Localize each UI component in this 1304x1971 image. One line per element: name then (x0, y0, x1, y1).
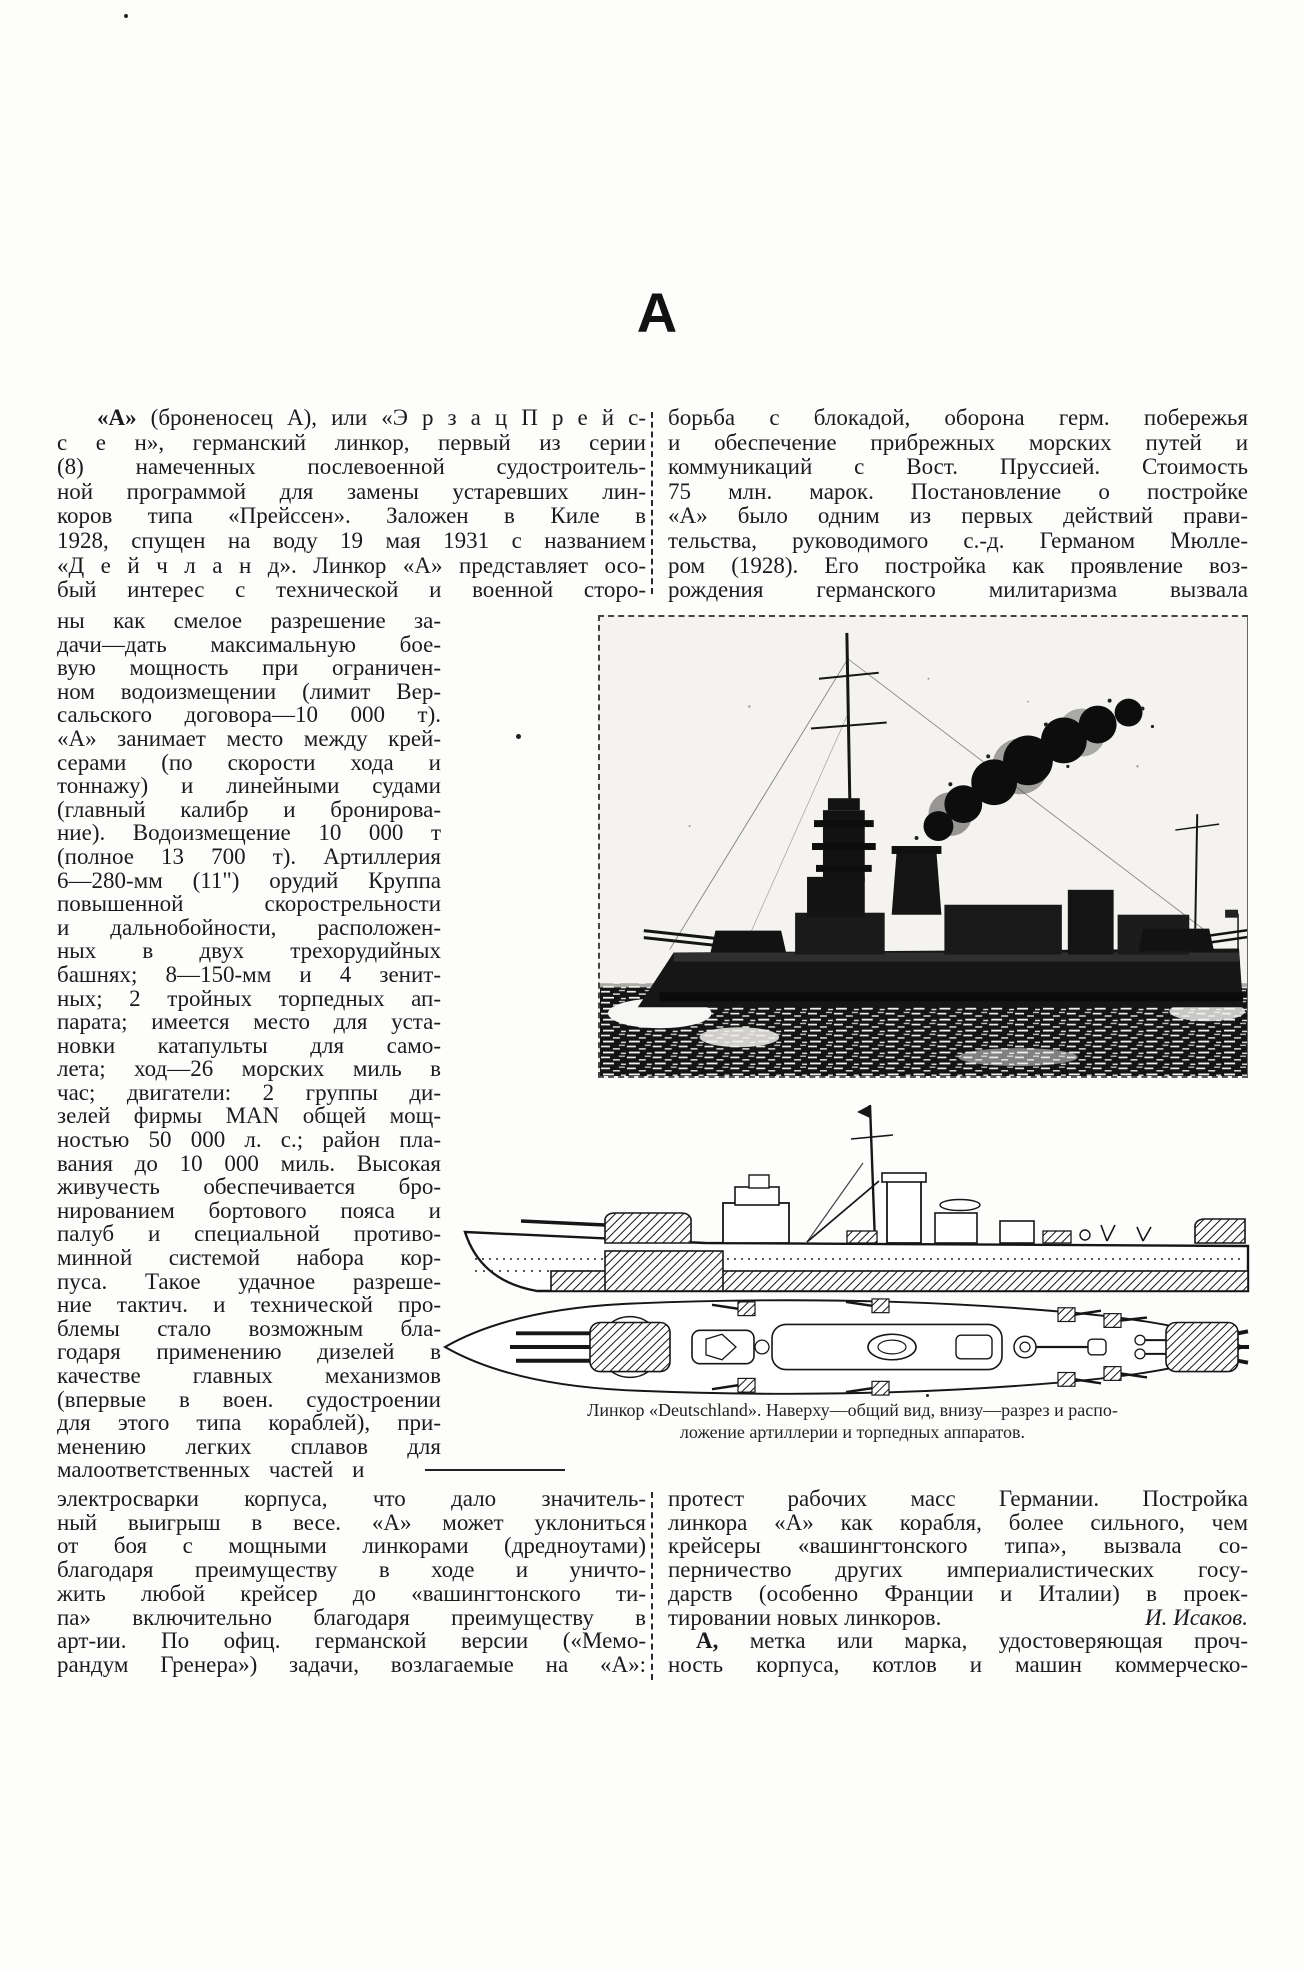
battleship-photo (598, 615, 1248, 1078)
figure-caption-line1: Линкор «Deutschland». Наверху—общий вид, внизу—разрез и распо- (587, 1400, 1118, 1420)
text-line: новки катапульты для само- (57, 1032, 441, 1058)
mast (870, 1105, 875, 1243)
text-line: ных в двух трехорудийных (57, 938, 441, 964)
column-separator-bottom (651, 1492, 653, 1680)
text-line: ный выигрыш в весе. «А» может уклониться (57, 1509, 646, 1535)
text-line: и обеспечение прибрежных морских путей и (668, 429, 1248, 455)
text-line: нированием бортового пояса и (57, 1197, 441, 1223)
text-line: (впервые в воен. судостроении (57, 1386, 441, 1412)
funnel (887, 1179, 921, 1243)
text-line: тоннажу) и линейными судами (57, 773, 441, 799)
text-line: вую мощность при ограничен- (57, 655, 441, 681)
section-letter-heading: А (636, 281, 678, 344)
text-line: рандум Гренера») задачи, возлагаемые на «А»: (57, 1651, 646, 1677)
plan-drawing (440, 1296, 1250, 1399)
right-column-bottom (668, 1487, 1248, 1677)
signature-line (668, 1606, 1248, 1630)
text-line: зелей фирмы MAN общей мощ- (57, 1103, 441, 1129)
author-signature: И. Исаков. (1145, 1604, 1248, 1630)
text-line: ние). Водоизмещение 10 000 т (57, 820, 441, 846)
text-line: с е н», германский линкор, первый из серии (57, 429, 646, 455)
text-line: для этого типа кораблей), при- (57, 1410, 441, 1436)
first-line-rest: метка или марка, удостоверяющая проч- (718, 1628, 1248, 1654)
text-line: лета; ход—26 морских миль в (57, 1056, 441, 1082)
text-line: (полное 13 700 т). Артиллерия (57, 843, 441, 869)
text-line: и дальнобойности, расположен- (57, 914, 441, 940)
column-filler-rule (425, 1469, 565, 1471)
text-line: дарств (особенно Франции и Италии) в проек- (668, 1580, 1248, 1606)
first-line-rest: (броненосец А), или «Э р з а ц П р е й с- (136, 405, 646, 430)
text-line: «Д е й ч л а н д». Линкор «А» представляет осо- (57, 552, 646, 578)
text-line: вания до 10 000 миль. Высокая (57, 1150, 441, 1176)
left-narrow-lines (57, 609, 441, 1458)
text-line: менению легких сплавов для (57, 1433, 441, 1459)
text-line: «А» было одним из первых действий прави- (668, 503, 1248, 529)
column-separator-top (651, 412, 653, 594)
text-line: коров типа «Прейссен». Заложен в Киле в (57, 503, 646, 529)
text-line: сальского договора—10 000 т). (57, 702, 441, 728)
text-line: ность корпуса, котлов и машин коммерческо- (668, 1651, 1248, 1677)
text-line: ной программой для замены устаревших лин- (57, 478, 646, 504)
figure-caption-line2: ложение артиллерии и торпедных аппаратов. (679, 1422, 1026, 1442)
text-line: 75 млн. марок. Постановление о постройке (668, 478, 1248, 504)
text-line: бый интерес с технической и военной сторо- (57, 577, 646, 603)
text-line: ние тактич. и технической про- (57, 1292, 441, 1318)
profile-drawing-image (455, 1085, 1250, 1298)
text-line: блемы стало возможным бла- (57, 1315, 441, 1341)
text-line: тельства, руководимого с.-д. Германом Мюлле- (668, 527, 1248, 553)
headword-a-mark: А, (696, 1628, 719, 1654)
text-line: па» включительно благодаря преимуществу в (57, 1604, 646, 1630)
text-line: перничество других империалистических госу- (668, 1557, 1248, 1583)
text-line: ром (1928). Его постройка как проявление воз- (668, 552, 1248, 578)
left-column-narrow (57, 609, 441, 1482)
text-line: живучесть обеспечивается бро- (57, 1174, 441, 1200)
text-line: благодаря преимуществу в ходе и уничто- (57, 1557, 646, 1583)
text-line: жить любой крейсер до «вашингтонского ти- (57, 1580, 646, 1606)
text-line: рождения германского милитаризма вызвала (668, 577, 1248, 603)
scan-speck (516, 734, 521, 739)
text-line: коммуникаций с Вост. Пруссией. Стоимость (668, 454, 1248, 480)
headword-a: «А» (97, 405, 137, 430)
text-line: арт-ии. По офиц. германской версии («Мемо- (57, 1628, 646, 1654)
profile-drawing (455, 1085, 1250, 1298)
text-line: ных; 2 тройных торпедных ап- (57, 985, 441, 1011)
text-line: парата; имеется место для уста- (57, 1009, 441, 1035)
plan-drawing-image (440, 1296, 1250, 1399)
text-line: от боя с мощными линкорами (дредноутами) (57, 1533, 646, 1559)
text-line: башнях; 8—150-мм и 4 зенит- (57, 961, 441, 987)
text-line: электросварки корпуса, что дало значитель- (57, 1486, 646, 1511)
text-line: качестве главных механизмов (57, 1363, 441, 1388)
left-bottom-lines (57, 1487, 646, 1677)
text-line: дачи—дать максимальную бое- (57, 631, 441, 657)
text-line: протест рабочих масс Германии. Постройка (668, 1486, 1248, 1511)
text-line: крейсеры «вашингтонского типа», вызвала со- (668, 1533, 1248, 1559)
text-line: ностью 50 000 л. с.; район пла- (57, 1127, 441, 1153)
last-article-line: тировании новых линкоров. (668, 1604, 942, 1630)
bow-turret (590, 1322, 670, 1371)
text-line: серами (по скорости хода и (57, 749, 441, 775)
text-line: годаря применению дизелей в (57, 1339, 441, 1365)
text-line: палуб и специальной противо- (57, 1221, 441, 1247)
stern-turret (1166, 1322, 1238, 1371)
left-top-lines (57, 431, 646, 603)
text-line: час; двигатели: 2 группы ди- (57, 1079, 441, 1105)
text-line: 1928, спущен на воду 19 мая 1931 с названием (57, 527, 646, 553)
right-column-top (668, 406, 1248, 603)
article-first-line (57, 406, 646, 431)
text-line: пуса. Такое удачное разреше- (57, 1268, 441, 1294)
left-column-bottom (57, 1487, 646, 1677)
article-first-line (668, 1629, 1248, 1653)
battleship-photo-image (600, 617, 1247, 1076)
text-line: малоответственных частей и (57, 1457, 365, 1483)
text-line: минной системой набора кор- (57, 1245, 441, 1271)
left-column-top (57, 406, 646, 603)
text-line: 6—280-мм (11") орудий Круппа (57, 867, 441, 893)
text-line: линкора «А» как корабля, более сильного, чем (668, 1509, 1248, 1535)
text-line: «А» занимает место между крей- (57, 725, 441, 751)
text-line: повышенной скорострельности (57, 891, 441, 917)
bow-turret (605, 1213, 691, 1243)
right-bottom-lines (668, 1487, 1248, 1606)
text-line: (8) намеченных послевоенной судостроитель- (57, 454, 646, 480)
text-line: ны как смелое разрешение за- (57, 608, 441, 633)
figure-caption (455, 1399, 1250, 1443)
stern-turret (1195, 1219, 1245, 1243)
scan-speck (124, 14, 128, 18)
text-line: (главный калибр и бронирова- (57, 796, 441, 822)
right-top-lines (668, 406, 1248, 603)
text-line: ном водоизмещении (лимит Вер- (57, 678, 441, 704)
a-mark-lines (668, 1653, 1248, 1677)
text-line: борьба с блокадой, оборона герм. побережья (668, 405, 1248, 430)
